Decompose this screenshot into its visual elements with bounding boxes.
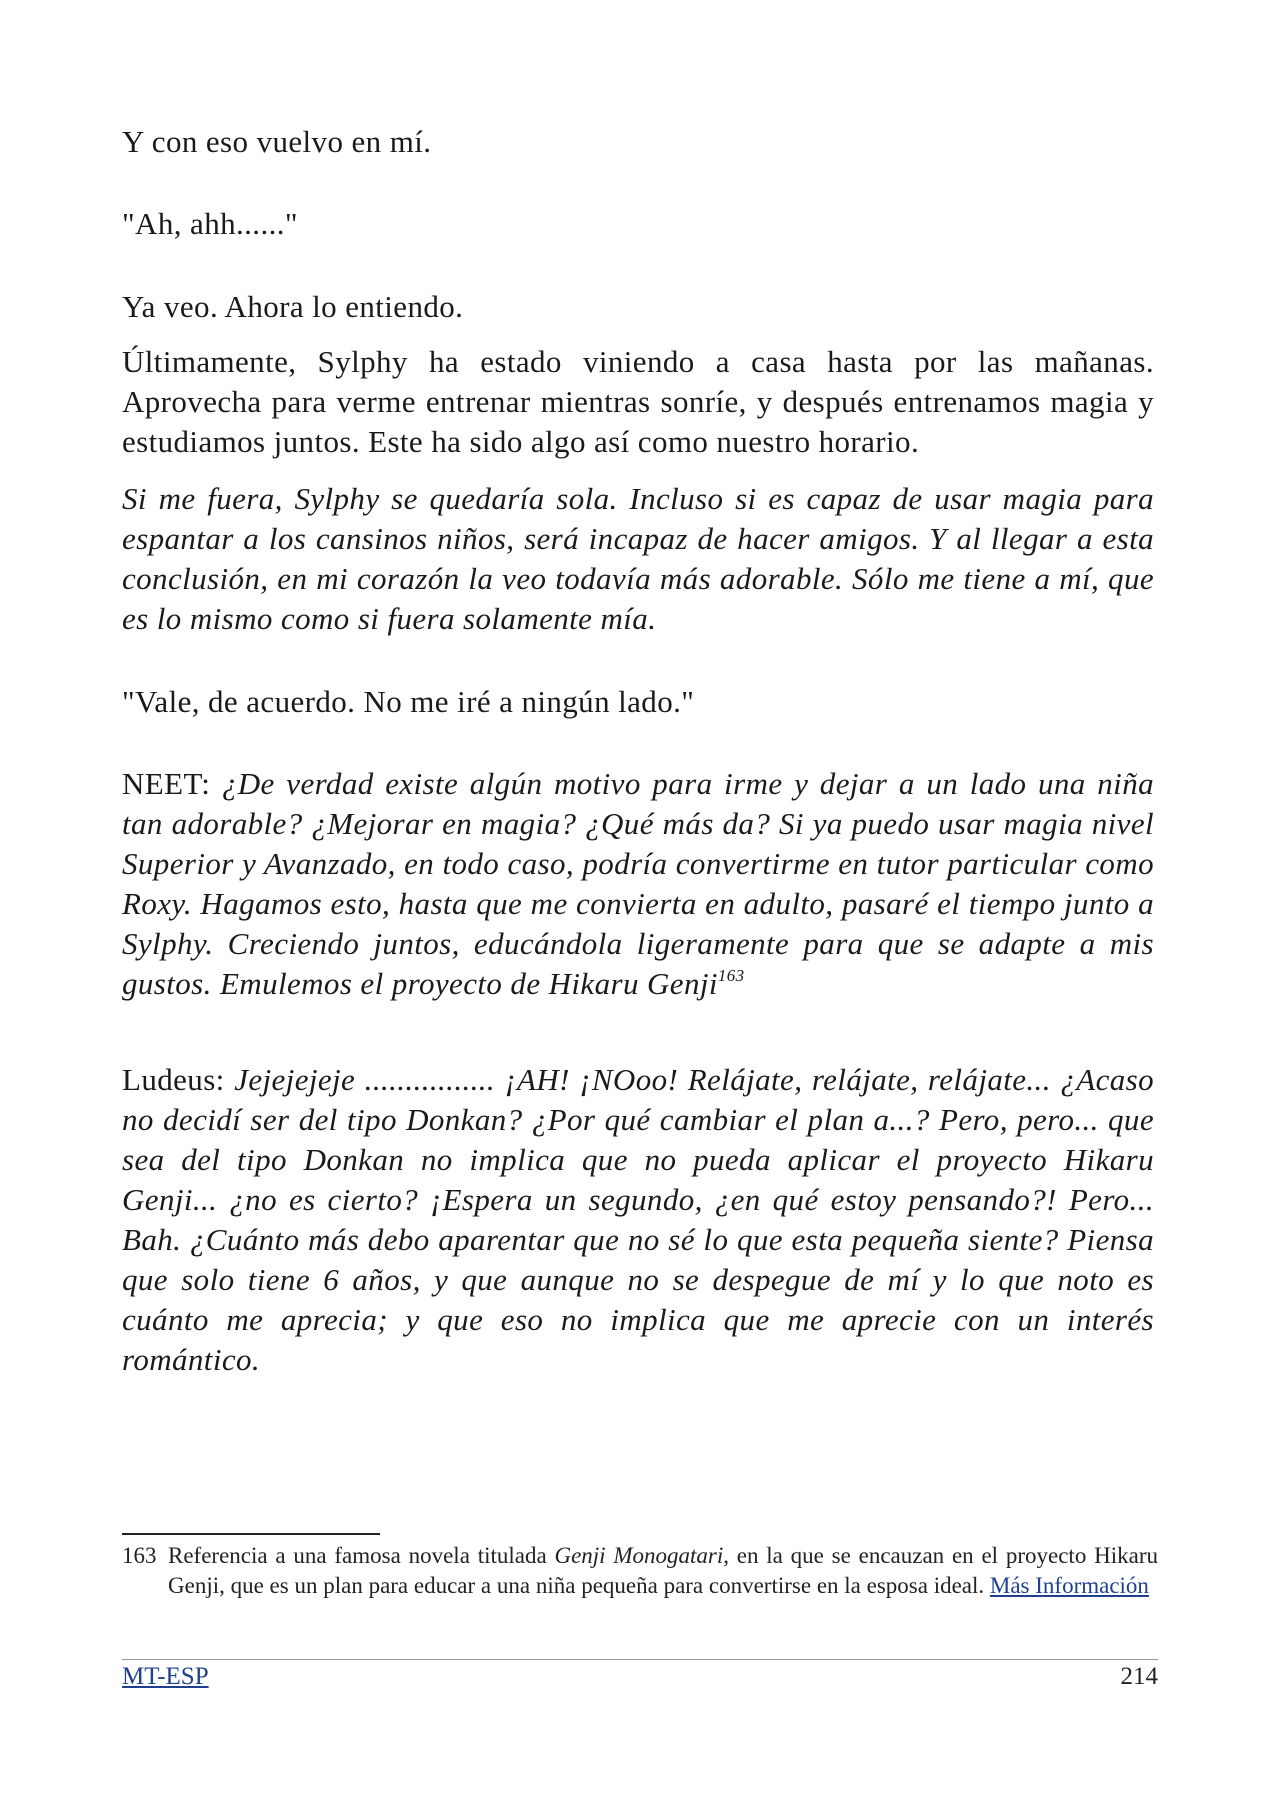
paragraph-1: Y con eso vuelvo en mí. — [122, 124, 432, 159]
ludeus-text: Jejejejeje ................ ¡AH! ¡NOoo! Relájate, relájate, relájate... ¿Acaso no decidí ser del tipo Donkan? ¿Por qué cambiar el plan a...? Pero, pero... que sea del tipo Donkan no implica que no pueda aplicar el proyecto Hikaru Genji... ¿no es cierto? ¡Espera un segundo, ¿en qué estoy pensando?! Pero... Bah. ¿Cuánto más debo aparentar que no sé lo que esta pequeña siente? Piensa que solo tiene 6 años, y que aunque no se despegue de mí y lo que noto es cuánto me aprecia; y que eso no implica que me aprecie con un interés romántico. — [122, 1062, 1155, 1377]
neet-text: ¿De verdad existe algún motivo para irme y dejar a un lado una niña tan adorable? ¿Mejorar en magia? ¿Qué más da? Si ya puedo usar magia nivel Superior y Avanzado, en todo caso, podría convertirme en tutor particular como Roxy. Hagamos esto, hasta que me convierta en adulto, pasaré el tiempo junto a Sylphy. Creciendo juntos, educándola ligeramente para que se adapte a mis gustos. Emulemos el proyecto de Hikaru Genji — [122, 766, 1154, 1001]
footnote-reference[interactable]: 163 — [717, 966, 745, 985]
footnote-text-before: Referencia a una famosa novela titulada — [168, 1543, 547, 1568]
footnote-divider — [122, 1533, 380, 1535]
footer-site-link[interactable]: MT-ESP — [122, 1663, 209, 1690]
footnote-text — [168, 1541, 1158, 1601]
paragraph-6-dialogue: "Vale, de acuerdo. No me iré a ningún lado." — [122, 684, 695, 719]
paragraph-5-thought: Si me fuera, Sylphy se quedaría sola. Incluso si es capaz de usar magia para espantar a los cansinos niños, será incapaz de hacer amigos. Y al llegar a esta conclusión, en mi corazón la veo todavía más adorable. Sólo me tiene a mí, que es lo mismo como si fuera solamente mía. — [122, 481, 1154, 636]
ludeus-paragraph — [122, 1060, 1154, 1380]
page-number: 214 — [1120, 1663, 1158, 1690]
footer-divider — [122, 1659, 1158, 1660]
footnote-book-title: Genji Monogatari — [554, 1543, 724, 1568]
footnote-text-after: , en la que se encauzan en el proyecto Hikaru Genji, que es un plan para educar a una niña pequeña para convertirse en la esposa ideal. — [168, 1543, 1158, 1598]
more-info-link[interactable]: Más Información — [989, 1573, 1149, 1598]
neet-paragraph — [122, 764, 1154, 1004]
paragraph-4: Últimamente, Sylphy ha estado viniendo a casa hasta por las mañanas. Aprovecha para verme entrenar mientras sonríe, y después entrenamos magia y estudiamos juntos. Este ha sido algo así como nuestro horario. — [122, 344, 1154, 459]
footnote — [122, 1541, 1158, 1601]
paragraph-2-dialogue: "Ah, ahh......" — [122, 206, 298, 241]
neet-speaker: NEET: — [122, 766, 211, 801]
paragraph-3: Ya veo. Ahora lo entiendo. — [122, 289, 464, 324]
ludeus-speaker: Ludeus: — [122, 1062, 225, 1097]
footnote-number: 163 — [122, 1543, 157, 1568]
